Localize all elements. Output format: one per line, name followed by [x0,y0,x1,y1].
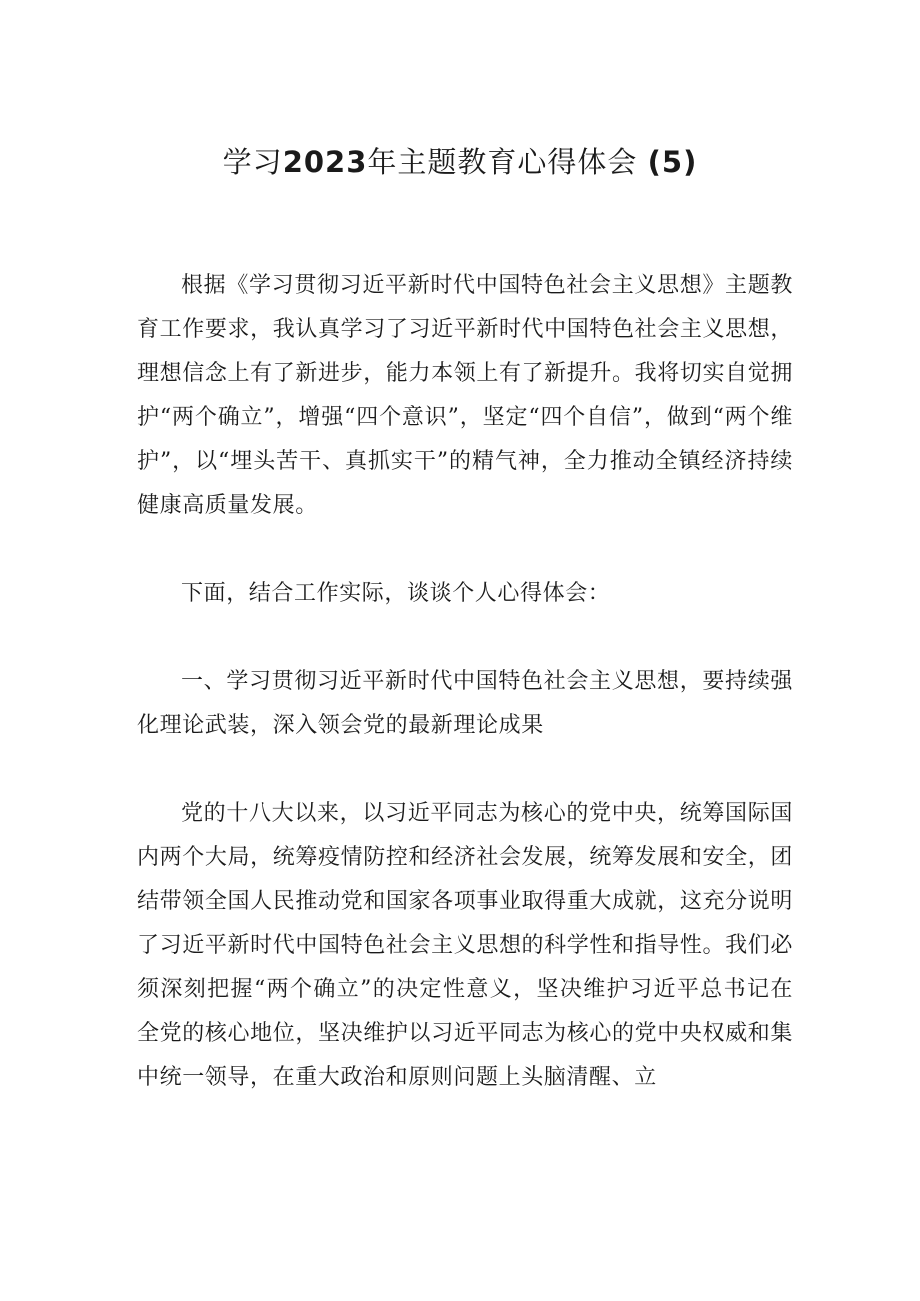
document-body [137,264,793,1100]
paragraph-intro: 根据《学习贯彻习近平新时代中国特色社会主义思想》主题教育工作要求，我认真学习了习近平新时代中国特色社会主义思想，理想信念上有了新进步，能力本领上有了新提升。我将切实自觉拥护“两个确立”，增强“四个意识”，坚定“四个自信”，做到“两个维护”，以“埋头苦干、真抓实干”的精气神，全力推动全镇经济持续健康高质量发展。 [137,273,793,518]
title-prefix: 学习 [222,145,283,179]
section-heading-1: 一、学习贯彻习近平新时代中国特色社会主义思想，要持续强化理论武装，深入领会党的最新理论成果 [137,669,793,738]
title-main: 年主题教育心得体会 [367,145,638,179]
paragraph-lead-in: 下面，结合工作实际，谈谈个人心得体会： [181,581,611,606]
paragraph-section-1: 党的十八大以来，以习近平同志为核心的党中央，统筹国际国内两个大局，统筹疫情防控和经济社会发展，统筹发展和安全，团结带领全国人民推动党和国家各项事业取得重大成就，这充分说明了习近平新时代中国特色社会主义思想的科学性和指导性。我们必须深刻把握“两个确立”的决定性意义，坚决维护习近平总书记在全党的核心地位，坚决维护以习近平同志为核心的党中央权威和集中统一领导，在重大政治和原则问题上头脑清醒、立 [137,801,793,1090]
document-title [150,138,770,186]
title-suffix: (5) [647,145,698,179]
title-year: 2023 [282,145,368,179]
